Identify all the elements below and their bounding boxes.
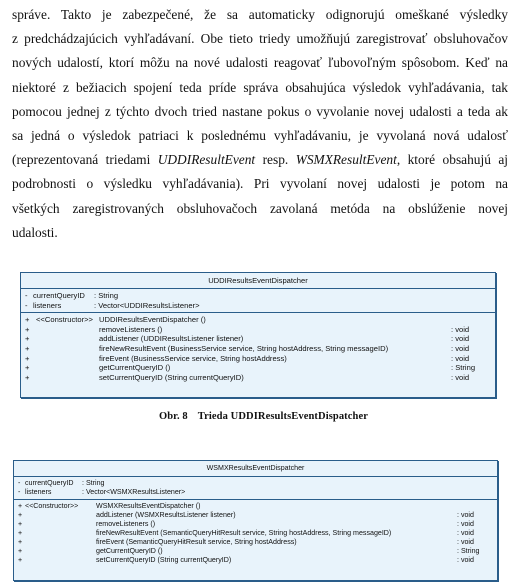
attribute-row: [14, 479, 497, 488]
stereotype: <<Constructor>>: [25, 502, 79, 510]
attribute-name: listeners: [25, 488, 52, 496]
paragraph-line: udalosti.: [12, 224, 58, 240]
method-signature: setCurrentQueryID (String currentQueryID): [99, 372, 244, 382]
class-name-wsmx-result-event: WSMXResultEvent: [295, 152, 397, 168]
method-row: [21, 363, 495, 373]
visibility-marker: +: [25, 372, 30, 382]
method-row: [14, 547, 497, 556]
methods-section: [21, 313, 495, 384]
figure-title: Trieda UDDIResultsEventDispatcher: [197, 411, 369, 422]
method-row: [21, 315, 495, 325]
visibility-marker: +: [25, 353, 30, 363]
method-row: [14, 502, 497, 511]
return-type: : void: [457, 520, 474, 528]
attribute-row: [21, 301, 495, 311]
method-signature: fireEvent (SemanticQueryHitResult service, String hostAddress): [96, 538, 297, 546]
method-signature: getCurrentQueryID (): [96, 547, 163, 555]
class-title: UDDIResultsEventDispatcher: [21, 273, 495, 289]
attribute-name: currentQueryID: [33, 291, 85, 300]
visibility-marker: +: [25, 334, 30, 344]
return-type: : void: [451, 372, 470, 382]
paragraph-line-with-class-names: [12, 148, 508, 172]
paragraph-line: všetkých zaregistrovaných obsluhovačoch zavolaná metóda na obslúženie novej: [12, 200, 508, 216]
method-signature: getCurrentQueryID (): [99, 363, 171, 373]
attribute-row: [21, 291, 495, 301]
figure-label: Obr. 8: [158, 411, 188, 422]
paragraph-line: nových udalostí, ktorí môžu na nové udalosti reagovať ľubovoľným spôsobom. Keď na: [12, 55, 508, 71]
method-row: [21, 354, 495, 364]
visibility-marker: +: [25, 343, 30, 353]
method-row: [14, 511, 497, 520]
method-row: [14, 520, 497, 529]
return-type: : void: [451, 353, 470, 363]
visibility-marker: -: [25, 300, 28, 310]
method-signature: WSMXResultsEventDispatcher (): [96, 502, 201, 510]
figure-caption: [0, 411, 527, 422]
methods-section: [14, 500, 497, 567]
visibility-marker: +: [18, 547, 23, 555]
return-type: : void: [451, 334, 470, 344]
stereotype: <<Constructor>>: [36, 315, 93, 325]
method-row: [21, 334, 495, 344]
uml-class-uddi-results-event-dispatcher: [20, 272, 496, 398]
visibility-marker: -: [18, 479, 21, 487]
paragraph-line: pomocou jednej z týchto dvoch tried nastane pokus o vyvolanie novej udalosti a teda ak: [12, 103, 508, 119]
method-row: [14, 556, 497, 565]
method-row: [21, 325, 495, 335]
method-signature: removeListeners (): [96, 520, 156, 528]
text-fragment: resp.: [255, 152, 296, 168]
visibility-marker: +: [25, 363, 30, 373]
visibility-marker: +: [18, 529, 23, 537]
paragraph-line: sa jedná o výsledok patriaci k poslednému vyhľadávaniu, je vyvolaná nová udalosť: [12, 128, 508, 144]
attribute-type: : Vector<UDDIResultsListener>: [94, 300, 200, 310]
method-signature: fireNewResultEvent (BusinessService service, String hostAddress, String messageID): [99, 343, 389, 353]
attribute-name: currentQueryID: [25, 479, 74, 487]
method-row: [21, 344, 495, 354]
visibility-marker: +: [18, 538, 23, 546]
method-signature: addListener (WSMXResultsListener listener): [96, 511, 236, 519]
visibility-marker: +: [18, 520, 23, 528]
paragraph-line: podrobnosti o výsledku vyhľadávania). Pri vyvolaní novej udalosti je potom na: [12, 176, 508, 192]
attribute-type: : Vector<WSMXResultsListener>: [82, 488, 186, 496]
attribute-row: [14, 488, 497, 497]
visibility-marker: +: [18, 556, 23, 564]
method-row: [21, 373, 495, 383]
method-signature: removeListeners (): [99, 324, 163, 334]
paragraph-line: z predchádzajúcich vyhľadávaní. Obe tieto triedy umožňujú zaregistrovať obsluhovačov: [12, 31, 508, 47]
return-type: : void: [457, 529, 474, 537]
visibility-marker: -: [18, 488, 21, 496]
class-title: WSMXResultsEventDispatcher: [14, 461, 497, 477]
visibility-marker: +: [25, 324, 30, 334]
return-type: : void: [457, 511, 474, 519]
body-paragraph: [12, 3, 508, 245]
attribute-type: : String: [82, 479, 105, 487]
visibility-marker: +: [18, 502, 23, 510]
visibility-marker: -: [25, 291, 28, 300]
text-fragment: (reprezentovaná triedami: [12, 152, 158, 168]
method-row: [14, 538, 497, 547]
return-type: : String: [451, 363, 476, 373]
method-signature: setCurrentQueryID (String currentQueryID): [96, 556, 232, 564]
return-type: : void: [451, 343, 470, 353]
return-type: : void: [451, 324, 470, 334]
attribute-name: listeners: [33, 300, 62, 310]
attributes-section: [21, 289, 495, 313]
return-type: : String: [457, 547, 480, 555]
paragraph-line: niektoré z bežiacich spojení teda príde správa obsahujúca výsledok vyhľadávania, tak: [12, 79, 508, 95]
uml-class-wsmx-results-event-dispatcher: [13, 460, 498, 581]
return-type: : void: [457, 556, 474, 564]
class-name-uddi-result-event: UDDIResultEvent: [157, 152, 256, 168]
paragraph-line: správe. Takto je zabezpečené, že sa automaticky odignorujú omeškané výsledky: [12, 7, 508, 22]
attribute-type: : String: [94, 291, 119, 300]
attributes-section: [14, 477, 497, 500]
visibility-marker: +: [18, 511, 23, 519]
visibility-marker: +: [25, 315, 30, 325]
method-signature: addListener (UDDIResultsListener listener): [99, 334, 244, 344]
method-signature: UDDIResultsEventDispatcher (): [99, 315, 206, 325]
method-signature: fireNewResultEvent (SemanticQueryHitResult service, String hostAddress, String messageID): [96, 529, 392, 537]
return-type: : void: [457, 538, 474, 546]
method-signature: fireEvent (BusinessService service, String hostAddress): [99, 353, 287, 363]
method-row: [14, 529, 497, 538]
text-fragment: , ktoré obsahujú aj: [396, 152, 508, 168]
